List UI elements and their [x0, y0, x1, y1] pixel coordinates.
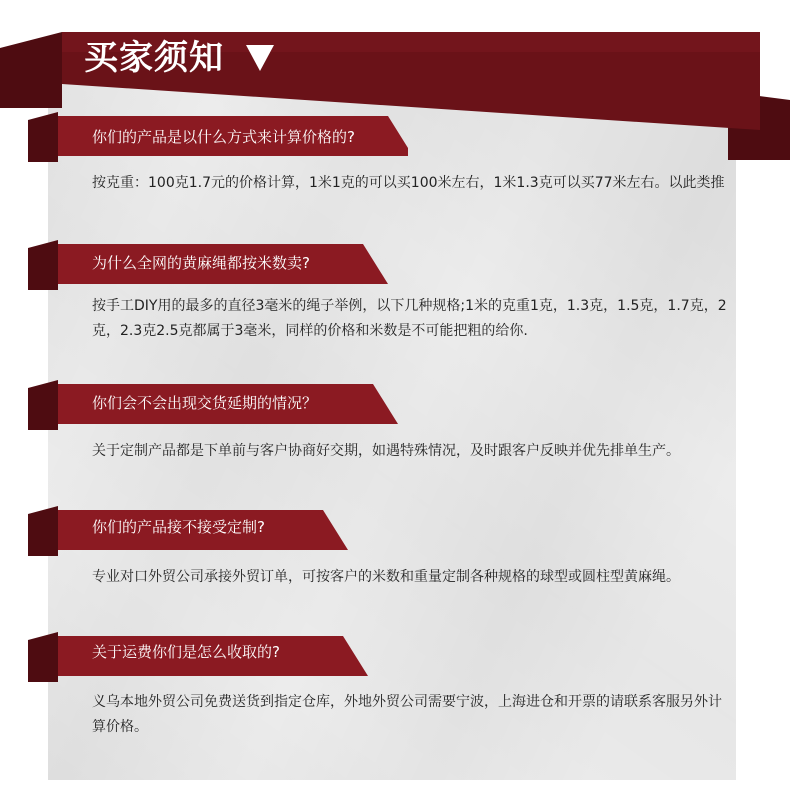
faq-question: 为什么全网的黄麻绳都按米数卖?	[92, 254, 310, 272]
faq-question: 关于运费你们是怎么收取的?	[92, 643, 280, 661]
page-title: 买家须知	[84, 38, 224, 78]
faq-answer: 义乌本地外贸公司免费送货到指定仓库，外地外贸公司需要宁波，上海进仓和开票的请联系客服另外计算价格。	[92, 694, 722, 735]
faq-question: 你们会不会出现交货延期的情况？	[92, 394, 318, 412]
faq-answer: 按克重：100克1.7元的价格计算，1米1克的可以买100米左右，1米1.3克可以买77米左右。以此类推	[92, 175, 725, 191]
faq-question: 你们的产品是以什么方式来计算价格的?	[92, 128, 355, 146]
faq-answer: 关于定制产品都是下单前与客户协商好交期，如遇特殊情况，及时跟客户反映并优先排单生产。	[92, 443, 680, 459]
down-triangle-icon	[246, 45, 274, 71]
faq-answer: 专业对口外贸公司承接外贸订单，可按客户的米数和重量定制各种规格的球型或圆柱型黄麻绳。	[92, 569, 680, 585]
faq-question: 你们的产品接不接受定制?	[92, 518, 265, 536]
faq-answer: 按手工DIY用的最多的直径3毫米的绳子举例，以下几种规格;1米的克重1克，1.3克，1.5克，1.7克，2克，2.3克2.5克都属于3毫米，同样的价格和米数是不可能把粗的给你.	[92, 298, 727, 339]
